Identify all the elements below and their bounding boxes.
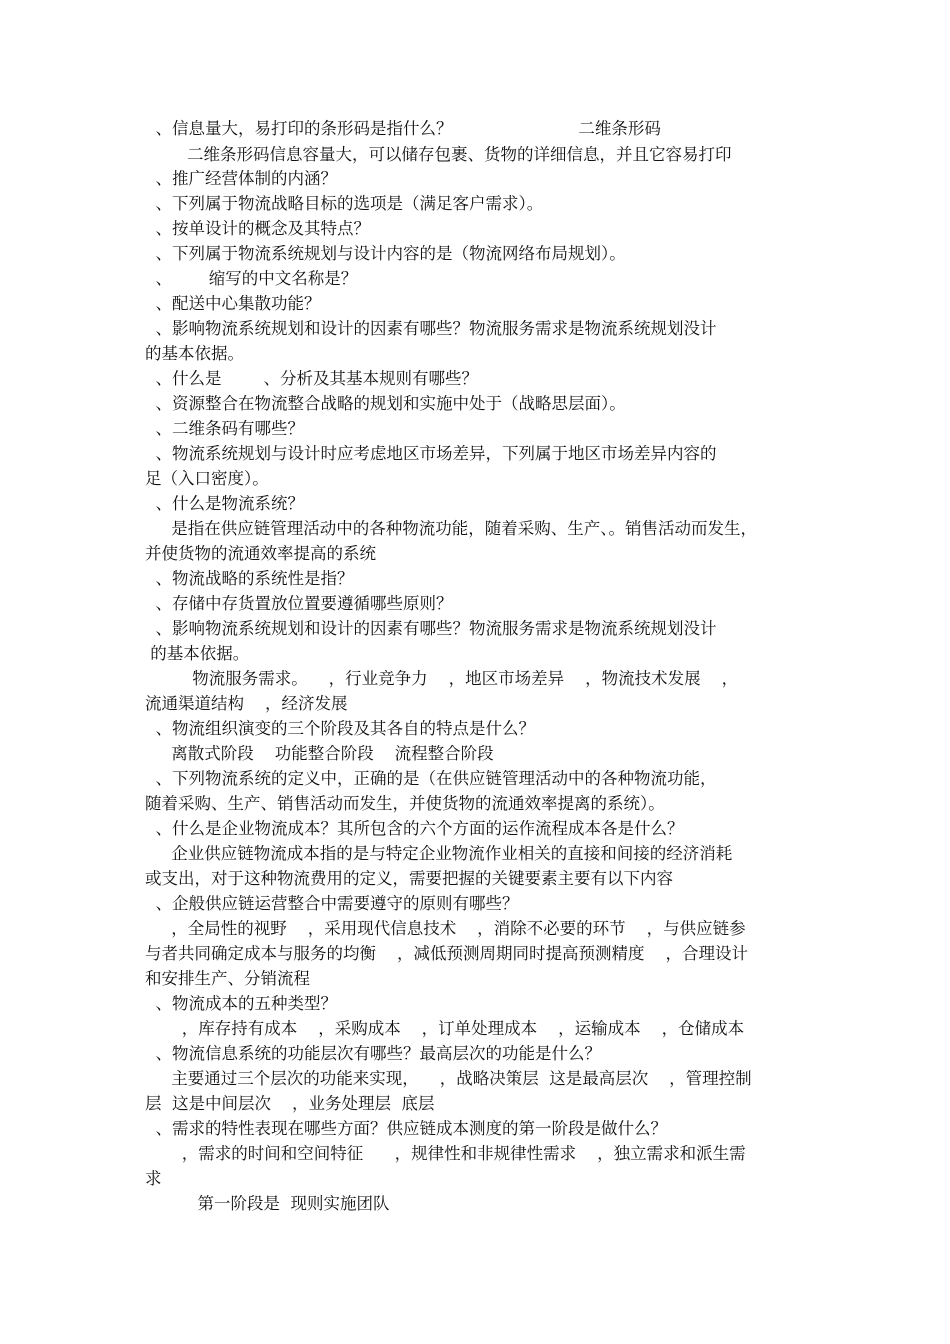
text-line: 是指在供应链管理活动中的各种物流功能，随着采购、生产、。销售活动而发生，	[145, 519, 757, 538]
text-line: 、什么是 、分析及其基本规则有哪些？	[145, 369, 478, 388]
text-line: 随着采购、生产、销售活动而发生，并使货物的流通效率提离的系统）。	[145, 794, 665, 813]
text-line: 、下列属于物流系统规划与设计内容的是（物流网络布局规划）。	[145, 244, 626, 263]
text-line: 、下列属于物流战略目标的选项是（满足客户需求）。	[145, 194, 544, 213]
text-line: 和安排生产、分销流程	[145, 969, 310, 988]
text-line: 、什么是物流系统？	[145, 494, 304, 513]
text-line: 第一阶段是 现则实施团队	[145, 1194, 390, 1213]
text-line: 、影响物流系统规划和设计的因素有哪些？物流服务需求是物流系统规划没计	[145, 319, 717, 338]
text-line: 主要通过三个层次的功能来实现， ，战略决策层 这是最高层次 ，管理控制	[145, 1069, 752, 1088]
text-line: 二维条形码信息容量大，可以储存包裹、货物的详细信息，并且它容易打印	[145, 145, 732, 164]
text-line: 足（入口密度）。	[145, 469, 269, 488]
text-line: 、物流系统规划与设计时应考虑地区市场差异，下列属于地区市场差异内容的	[145, 444, 717, 463]
text-line: 离散式阶段 功能整合阶段 流程整合阶段	[145, 744, 494, 763]
text-line: 、存储中存货置放位置要遵循哪些原则？	[145, 594, 453, 613]
text-line: 、什么是企业物流成本？其所包含的六个方面的运作流程成本各是什么？	[145, 819, 684, 838]
text-line: 或支出，对于这种物流费用的定义，需要把握的关键要素主要有以下内容	[145, 869, 673, 888]
text-line: 、影响物流系统规划和设计的因素有哪些？物流服务需求是物流系统规划没计	[145, 619, 717, 638]
text-line: 、二维条码有哪些？	[145, 419, 304, 438]
text-line: 层 这是中间层次 ，业务处理层 底层	[145, 1094, 435, 1113]
text-line: 、物流组织演变的三个阶段及其各自的特点是什么？	[145, 719, 535, 738]
text-line: 、物流信息系统的功能层次有哪些？最高层次的功能是什么？	[145, 1044, 601, 1063]
text-line: 企业供应链物流成本指的是与特定企业物流作业相关的直接和间接的经济消耗	[145, 844, 733, 863]
text-line: 、 缩写的中文名称是？	[145, 269, 358, 288]
text-line: 、按单设计的概念及其特点？	[145, 219, 370, 238]
text-line: 、物流战略的系统性是指？	[145, 569, 354, 588]
text-line: 的基本依据。	[145, 644, 250, 663]
text-line: 与者共同确定成本与服务的均衡 ，减低预测周期同时提高预测精度 ，合理设计	[145, 944, 748, 963]
text-line: 并使货物的流通效率提高的系统	[145, 544, 376, 563]
text-line: 、物流成本的五种类型？	[145, 994, 337, 1013]
text-line: ，需求的时间和空间特征 ，规律性和非规律性需求 ，独立需求和派生需	[145, 1144, 746, 1163]
text-line: 、推广经营体制的内涵？	[145, 169, 337, 188]
text-line: 物流服务需求。 ，行业竞争力 ，地区市场差异 ，物流技术发展 ，	[145, 669, 739, 688]
text-line: 、企般供应链运营整合中需要遵守的原则有哪些？	[145, 894, 519, 913]
text-line: 、资源整合在物流整合战略的规划和实施中处于（战略思层面）。	[145, 394, 626, 413]
text-line: 、下列物流系统的定义中，正确的是（在供应链管理活动中的各种物流功能，	[145, 769, 717, 788]
text-line: 流通渠道结构 ，经济发展	[145, 694, 348, 713]
text-line: ，全局性的视野 ，采用现代信息技术 ，消除不必要的环节 ，与供应链参	[145, 919, 746, 938]
text-line: 、需求的特性表现在哪些方面？供应链成本测度的第一阶段是做什么？	[145, 1119, 667, 1138]
text-line: 的基本依据。	[145, 344, 244, 363]
text-line: 、信息量大，易打印的条形码是指什么？ 二维条形码	[145, 119, 661, 138]
text-line: 求	[145, 1169, 162, 1188]
text-line: ，库存持有成本 ，采购成本 ，订单处理成本 ，运输成本 ，仓储成本	[145, 1019, 745, 1038]
text-line: 、配送中心集散功能？	[145, 294, 321, 313]
